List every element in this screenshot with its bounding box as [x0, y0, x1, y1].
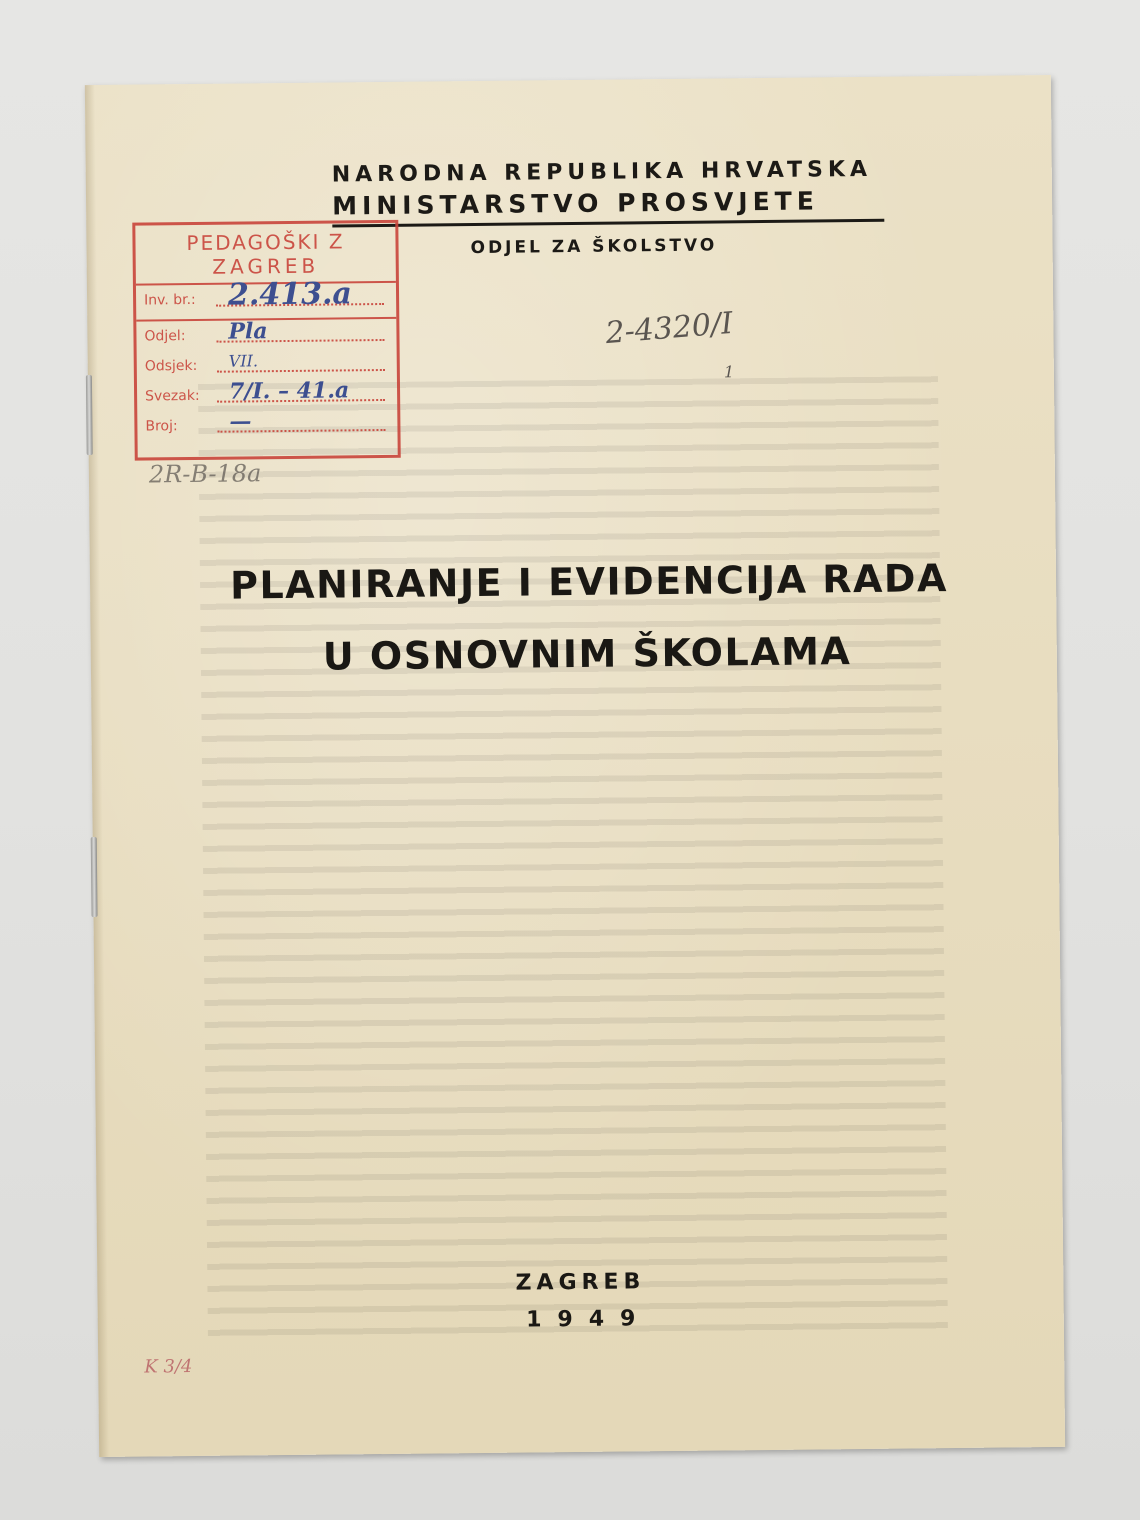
- pencil-note-bottom-left: K 3/4: [144, 1356, 193, 1378]
- library-stamp: [132, 220, 400, 461]
- imprint-city: ZAGREB: [515, 1269, 646, 1296]
- republic-name: NARODNA REPUBLIKA HRVATSKA: [331, 156, 873, 188]
- stamp-label: Odsjek:: [144, 357, 198, 375]
- stamp-row-department: [136, 319, 396, 352]
- stamp-row-inventory: [136, 276, 396, 316]
- title-line-1: PLANIRANJE I EVIDENCIJA RADA: [229, 556, 949, 608]
- handwritten-value: 2.413.a: [227, 276, 353, 313]
- title-line-2: U OSNOVNIM ŠKOLAMA: [322, 629, 852, 679]
- pencil-shelfmark-sub: 1: [723, 362, 735, 382]
- handwritten-value: VII.: [228, 351, 259, 371]
- stamp-label: Inv. br.:: [144, 291, 196, 309]
- imprint-year: 1949: [526, 1306, 652, 1333]
- booklet-cover: [85, 75, 1065, 1457]
- imprint: [97, 1265, 1064, 1337]
- department-name: ODJEL ZA ŠKOLSTVO: [470, 235, 718, 259]
- spine-shadow: [85, 85, 109, 1457]
- publisher-header: [332, 157, 893, 260]
- pencil-shelfmark: 2-4320/I: [604, 305, 735, 352]
- header-rule: [332, 219, 884, 228]
- stamp-institution: PEDAGOŠKI Z: [186, 229, 345, 256]
- stamp-row-number: [137, 409, 397, 442]
- staple-bottom: [91, 837, 98, 917]
- pencil-note-below-stamp: 2R-B-18a: [148, 459, 262, 489]
- handwritten-value: 7/I. – 41.a: [228, 377, 350, 405]
- stamp-label: Svezak:: [145, 387, 200, 405]
- handwritten-value: —: [229, 408, 252, 435]
- stamp-row-volume: [137, 379, 397, 412]
- document-title: [230, 556, 991, 680]
- ministry-name: MINISTARSTVO PROSVJETE: [331, 186, 819, 221]
- stamp-city: ZAGREB: [212, 253, 320, 279]
- show-through-text: [198, 376, 948, 1344]
- handwritten-value: Pla: [228, 318, 268, 345]
- stamp-label: Broj:: [145, 418, 178, 435]
- stamp-label: Odjel:: [144, 328, 186, 345]
- staple-top: [86, 375, 93, 455]
